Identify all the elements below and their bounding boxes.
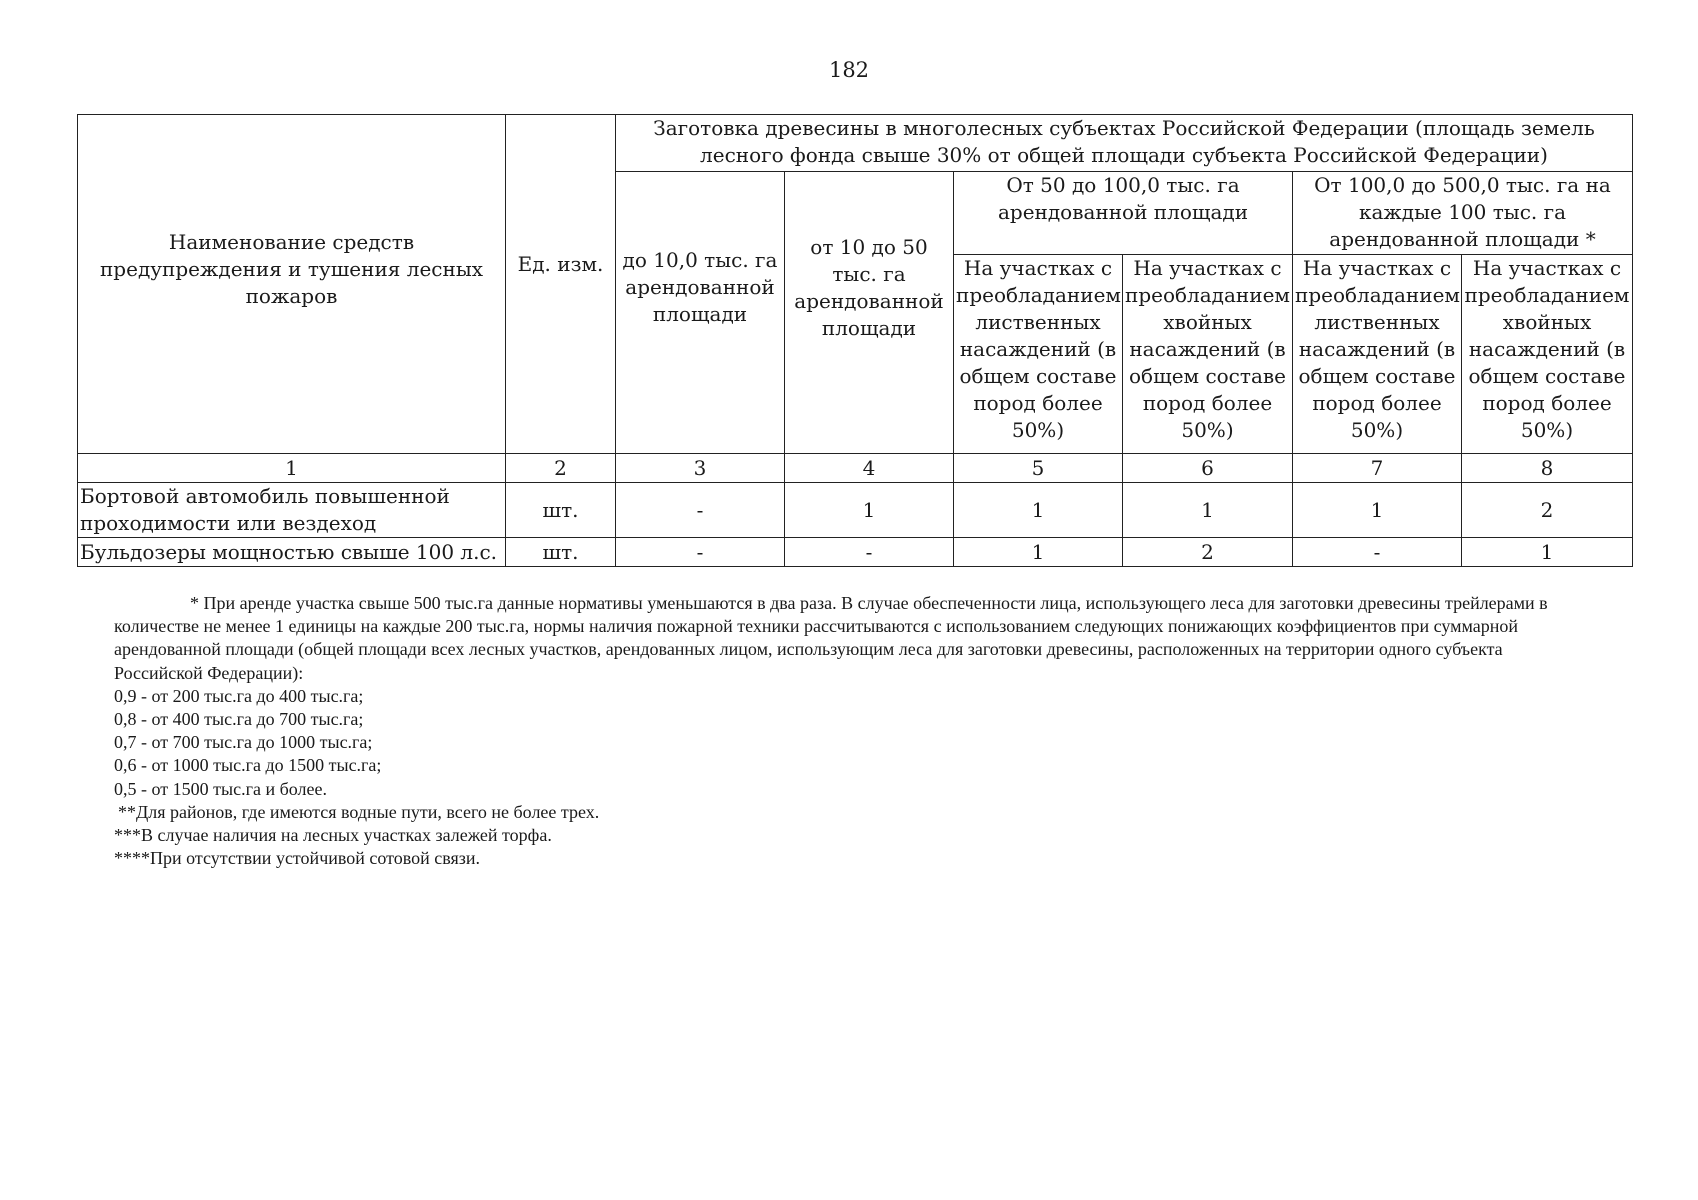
- table-cell: 1: [954, 538, 1123, 567]
- column-number-row: [78, 454, 1633, 483]
- column-number: 3: [616, 454, 785, 483]
- header-deciduous: На участках с преобладанием лиственных насаждений (в общем составе пород более 50%): [954, 255, 1123, 454]
- header-row: [78, 115, 1633, 172]
- header-unit: Ед. изм.: [506, 115, 616, 454]
- header-group: Заготовка древесины в многолесных субъектах Российской Федерации (площадь земель лесного фонда свыше 30% от общей площади субъекта Российской Федерации): [616, 115, 1633, 172]
- column-number: 2: [506, 454, 616, 483]
- header-name: Наименование средств предупреждения и тушения лесных пожаров: [78, 115, 506, 454]
- header-col3: до 10,0 тыс. га арендованной площади: [616, 172, 785, 454]
- table-cell: 1: [1123, 483, 1293, 538]
- column-number: 8: [1462, 454, 1633, 483]
- table-cell: -: [785, 538, 954, 567]
- header-col4: от 10 до 50 тыс. га арендованной площади: [785, 172, 954, 454]
- table-cell: -: [616, 483, 785, 538]
- coefficient-line: 0,9 - от 200 тыс.га до 400 тыс.га;: [114, 685, 364, 706]
- footnote-peat: ***В случае наличия на лесных участках залежей торфа.: [114, 825, 552, 846]
- table-cell: 2: [1462, 483, 1633, 538]
- row-name: Бортовой автомобиль повышенной проходимости или вездеход: [78, 483, 506, 538]
- header-sub1: От 50 до 100,0 тыс. га арендованной площади: [954, 172, 1293, 255]
- table-cell: 1: [785, 483, 954, 538]
- page-number: 182: [828, 58, 870, 82]
- header-coniferous: На участках с преобладанием хвойных насаждений (в общем составе пород более 50%): [1462, 255, 1633, 454]
- table-cell: 1: [1462, 538, 1633, 567]
- footnote-cellular: ****При отсутствии устойчивой сотовой связи.: [114, 848, 481, 869]
- header-sub2: От 100,0 до 500,0 тыс. га на каждые 100 тыс. га арендованной площади *: [1293, 172, 1633, 255]
- coefficient-line: 0,8 - от 400 тыс.га до 700 тыс.га;: [114, 709, 364, 730]
- norms-table: [77, 114, 1633, 567]
- table-cell: -: [1293, 538, 1462, 567]
- table-cell: -: [616, 538, 785, 567]
- table-row: [78, 483, 1633, 538]
- header-coniferous: На участках с преобладанием хвойных насаждений (в общем составе пород более 50%): [1123, 255, 1293, 454]
- table-cell: 1: [1293, 483, 1462, 538]
- table-cell: 1: [954, 483, 1123, 538]
- coefficient-line: 0,7 - от 700 тыс.га до 1000 тыс.га;: [114, 732, 373, 753]
- table-cell: шт.: [506, 483, 616, 538]
- footnote-main: * При аренде участка свыше 500 тыс.га данные нормативы уменьшаются в два раза. В случае обеспеченности лица, использующего леса для заготовки древесины трейлерами в количестве не менее 1 единицы на каждые 200 тыс.га, нормы наличия пожарной техники рассчитываются с использованием следующих понижающих коэффициентов при суммарной арендованной площади (общей площади всех лесных участков, арендованных лицом, использующим леса для заготовки древесины, расположенных на территории одного субъекта Российской Федерации):: [114, 593, 1548, 683]
- footnote-waterways: **Для районов, где имеются водные пути, всего не более трех.: [118, 801, 600, 822]
- column-number: 6: [1123, 454, 1293, 483]
- column-number: 1: [78, 454, 506, 483]
- coefficient-line: 0,5 - от 1500 тыс.га и более.: [114, 778, 327, 799]
- column-number: 5: [954, 454, 1123, 483]
- header-deciduous: На участках с преобладанием лиственных насаждений (в общем составе пород более 50%): [1293, 255, 1462, 454]
- column-number: 4: [785, 454, 954, 483]
- footnotes: [114, 592, 1564, 870]
- row-name: Бульдозеры мощностью свыше 100 л.с.: [78, 538, 506, 567]
- column-number: 7: [1293, 454, 1462, 483]
- table-row: [78, 538, 1633, 567]
- table-cell: 2: [1123, 538, 1293, 567]
- table-cell: шт.: [506, 538, 616, 567]
- coefficient-line: 0,6 - от 1000 тыс.га до 1500 тыс.га;: [114, 755, 382, 776]
